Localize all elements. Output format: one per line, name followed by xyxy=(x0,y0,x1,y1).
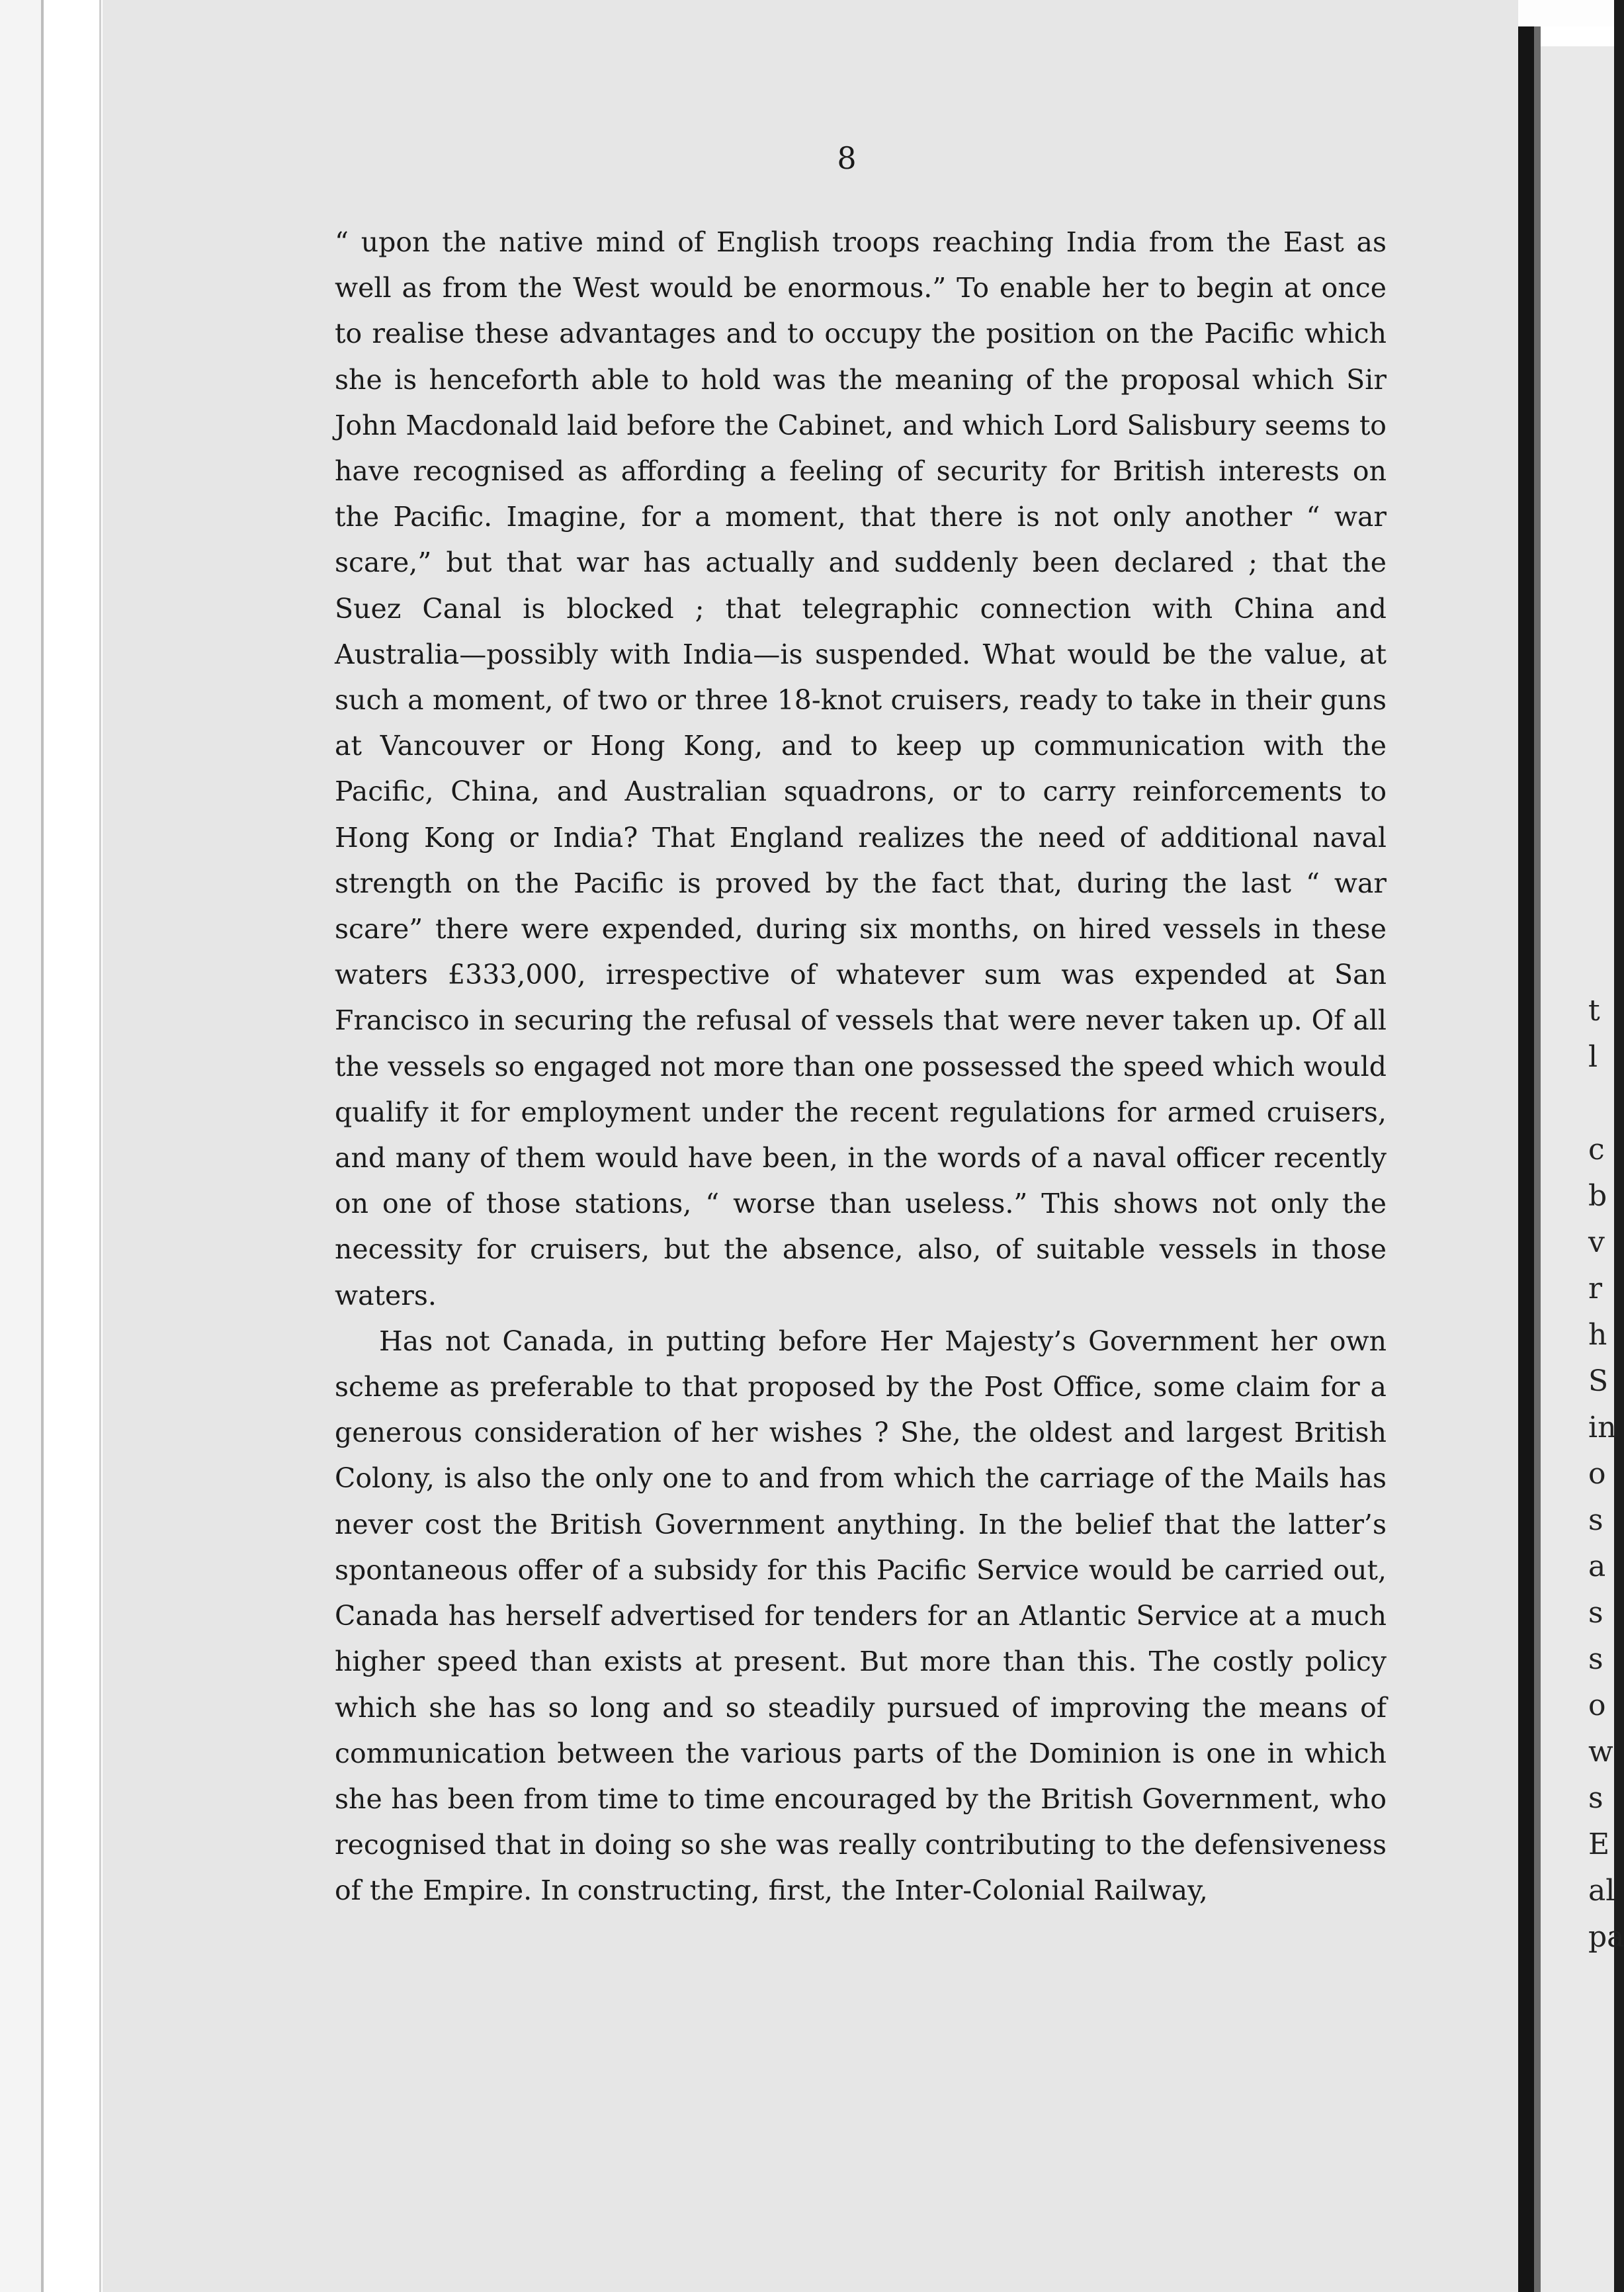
next-page-letter: t xyxy=(1588,994,1600,1028)
page-body xyxy=(335,220,1387,1914)
book-spine-edge xyxy=(1534,26,1541,2292)
next-page-letter: r xyxy=(1588,1272,1603,1305)
left-page-edge xyxy=(0,0,41,2292)
paragraph-2: Has not Canada, in putting before Her Majesty’s Government her own scheme as preferable to that proposed by the Post Office, some claim for a generous consideration of her wishes ? She, the oldest and largest British Colony, is also the only one to and from which the carriage of the Mails has never cost the British Government anything. In the belief that the latter’s spontaneous offer of a subsidy for this Pacific Service would be carried out, Canada has herself advertised for tenders for an Atlantic Service at a much higher speed than exists at present. But more than this. The costly policy which she has so long and so steadily pursued of improving the means of communication between the various parts of the Dominion is one in which she has been from time to time encouraged by the British Government, who recognised that in doing so she was really contributing to the defensiveness of the Empire. In constructing, first, the Inter-Colonial Railway, xyxy=(335,1325,1387,1907)
paragraph-1: “ upon the native mind of English troops reaching India from the East as well as from the West would be enormous.” To enable her to begin at once to realise these advantages and to occupy the position on the Pacific which she is henceforth able to hold was the meaning of the proposal which Sir John Macdonald laid before the Cabinet, and which Lord Salisbury seems to have recognised as affording a feeling of security for British interests on the Pacific. Imagine, for a moment, that there is not only another “ war scare,” but that war has actually and suddenly been declared ; that the Suez Canal is blocked ; that telegraphic connection with China and Australia—possibly with India—is suspended. What would be the value, at such a moment, of two or three 18-knot cruisers, ready to take in their guns at Vancouver or Hong Kong, and to keep up communication with the Pacific, China, and Australian squadrons, or to carry reinforcements to Hong Kong or India? That England realizes the need of additional naval strength on the Pacific is proved by the fact that, during the last “ war scare” there were expended, during six months, on hired vessels in these waters £333,000, irrespective of whatever sum was expended at San Francisco in securing the refusal of vessels that were never taken up. Of all the vessels so engaged not more than one possessed the speed which would qualify it for employment under the recent regulations for armed cruisers, and many of them would have been, in the words of a naval officer recently on one of those stations, “ worse than useless.” This shows not only the necessity for cruisers, but the absence, also, of suitable vessels in those waters. xyxy=(335,226,1387,1311)
next-page-letter: pa xyxy=(1588,1920,1624,1954)
next-page-letter: o xyxy=(1588,1457,1606,1491)
next-page-letter: E xyxy=(1588,1828,1610,1861)
next-page-letter: S xyxy=(1588,1364,1609,1398)
next-page-letter: a xyxy=(1588,1550,1606,1583)
next-page-letter: c xyxy=(1588,1133,1605,1167)
next-page-letter: w xyxy=(1588,1735,1613,1769)
next-page-fragment xyxy=(1541,46,1624,2292)
next-page-letter: b xyxy=(1588,1179,1607,1213)
next-page-letter: s xyxy=(1588,1642,1603,1676)
next-page-letter: v xyxy=(1588,1225,1605,1259)
book-spine xyxy=(1518,26,1534,2292)
next-page-letter: l xyxy=(1588,1040,1598,1074)
page-number: 8 xyxy=(837,140,857,176)
next-page-letter: al xyxy=(1588,1874,1615,1908)
left-page-edge-line-inner xyxy=(99,0,101,2292)
left-page-edge-line xyxy=(41,0,44,2292)
next-page-letter: s xyxy=(1588,1503,1603,1537)
next-page-letter: o xyxy=(1588,1689,1606,1722)
next-page-letter: s xyxy=(1588,1781,1603,1815)
next-page-letter: in xyxy=(1588,1411,1617,1444)
next-page-letter: s xyxy=(1588,1596,1603,1630)
next-page-letter: h xyxy=(1588,1318,1607,1352)
next-page-top-edge xyxy=(1518,0,1614,26)
